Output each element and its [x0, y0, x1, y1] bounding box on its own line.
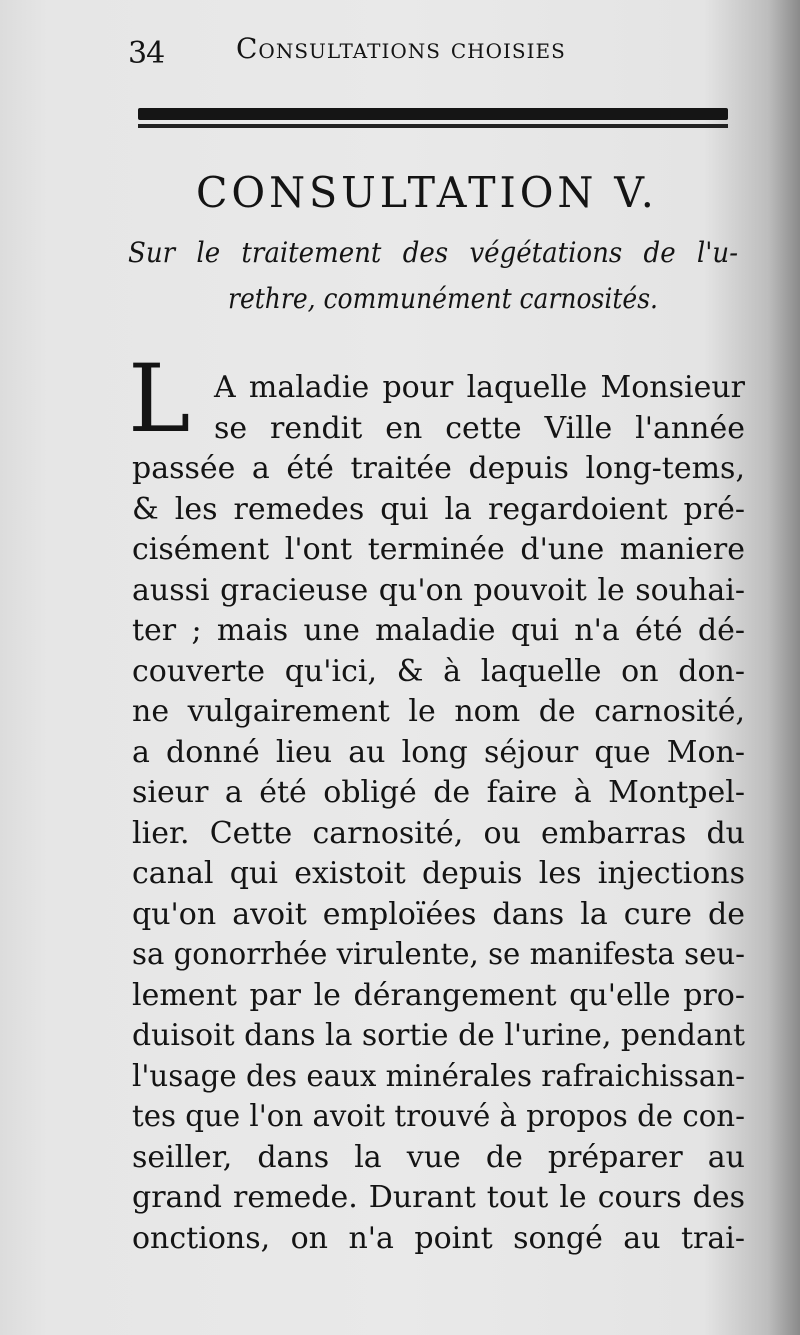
body-line: seiller, dans la vue de préparer au — [132, 1139, 745, 1175]
body-line: sa gonorrhée virulente, se manifesta seu- — [132, 937, 745, 972]
body-line: tes que l'on avoit trouvé à propos de con- — [132, 1099, 745, 1134]
body-line: couverte qu'ici, & à laquelle on don- — [132, 653, 745, 689]
body-line: lier. Cette carnosité, ou embarras du — [132, 815, 745, 851]
ornamental-rule — [138, 108, 728, 130]
rule-thin — [138, 124, 728, 128]
body-line: qu'on avoit emploïées dans la cure de — [132, 896, 745, 932]
body-line: a donné lieu au long séjour que Mon- — [132, 734, 745, 770]
body-line: l'usage des eaux minérales rafraichissan- — [132, 1058, 745, 1094]
subtitle-line: Sur le traitement des végétations de l'u- — [128, 236, 738, 269]
running-head — [128, 28, 648, 71]
running-title: Consultations choisies — [236, 32, 566, 65]
subtitle-line: rethre, communément carnosités. — [228, 282, 658, 315]
body-line: passée a été traitée depuis long-tems, — [132, 451, 745, 486]
body-line: lement par le dérangement qu'elle pro- — [132, 977, 745, 1013]
drop-cap: L — [128, 345, 191, 454]
body-line: & les remedes qui la regardoient pré- — [132, 491, 745, 527]
body-line: onctions, on n'a point songé au trai- — [132, 1220, 745, 1256]
body-line: ne vulgairement le nom de carnosité, — [132, 694, 745, 729]
chapter-heading: CONSULTATION V. — [196, 168, 658, 217]
body-line: aussi gracieuse qu'on pouvoit le souhai- — [132, 572, 745, 608]
body-line: sieur a été obligé de faire à Montpel- — [132, 775, 745, 810]
body-line: A maladie pour laquelle Monsieur — [214, 370, 745, 405]
body-line: duisoit dans la sortie de l'urine, pendant — [132, 1018, 745, 1053]
body-line: ter ; mais une maladie qui n'a été dé- — [132, 613, 745, 648]
body-line: cisément l'ont terminée d'une maniere — [132, 532, 745, 567]
body-line: canal qui existoit depuis les injections — [132, 856, 745, 891]
rule-thick — [138, 108, 728, 120]
page-number: 34 — [128, 36, 165, 71]
body-line: se rendit en cette Ville l'année — [214, 410, 745, 446]
body-line: grand remede. Durant tout le cours des — [132, 1180, 745, 1215]
